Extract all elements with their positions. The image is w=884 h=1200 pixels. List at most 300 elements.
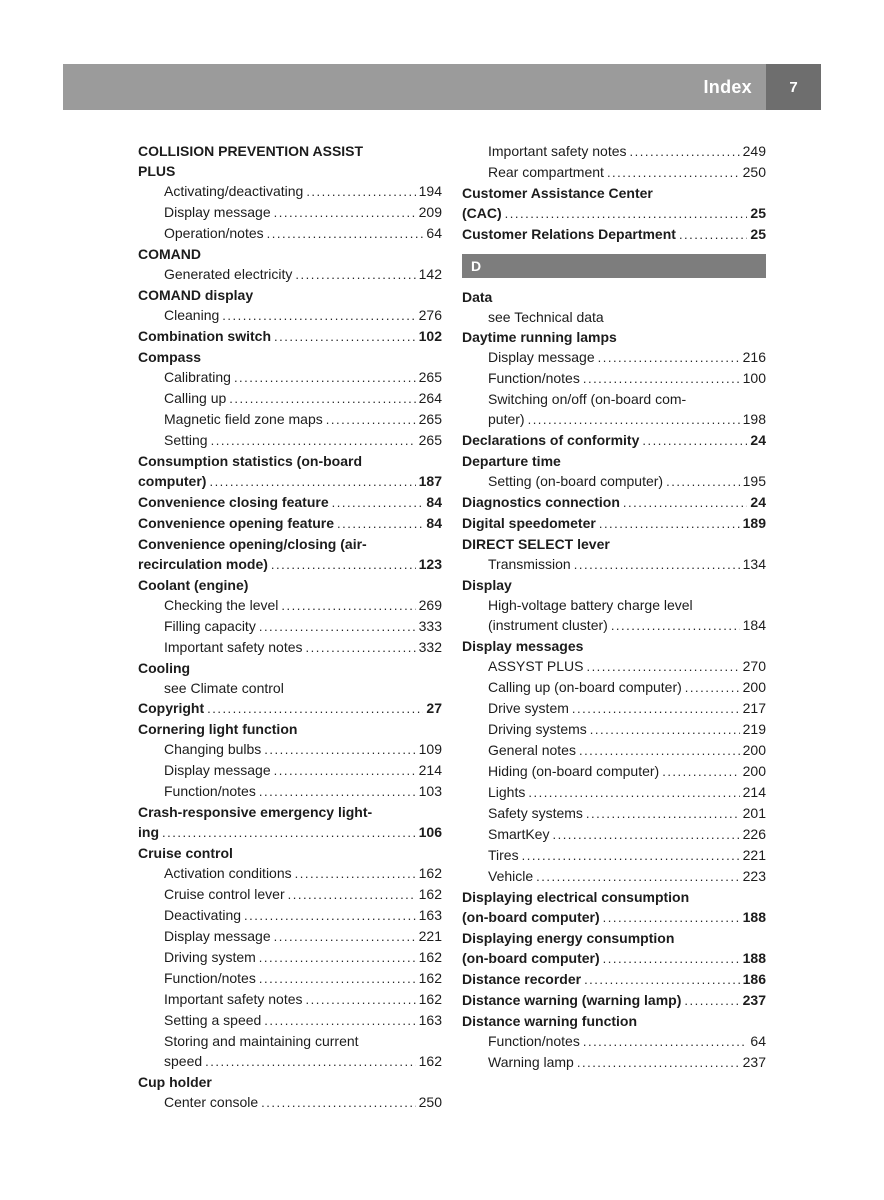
entry-label: COMAND display [138, 287, 254, 303]
index-entry [462, 307, 766, 327]
entry-page-number: 333 [418, 618, 442, 634]
entry-page-number: 198 [742, 411, 766, 427]
dot-leader [685, 677, 740, 698]
entry-label: puter) [488, 411, 525, 427]
entry-page-number: 264 [418, 390, 442, 406]
index-heading [138, 822, 442, 843]
dot-leader [679, 224, 747, 245]
entry-page-number: 332 [418, 639, 442, 655]
entry-page-number: 194 [418, 183, 442, 199]
dot-leader [274, 326, 416, 347]
dot-leader [642, 430, 747, 451]
entry-label: Center console [164, 1094, 259, 1110]
index-entry [138, 637, 442, 658]
entry-label: Cleaning [164, 307, 220, 323]
index-entry [462, 698, 766, 719]
index-entry [462, 368, 766, 389]
index-entry [462, 389, 766, 409]
index-entry [138, 926, 442, 947]
entry-page-number: 162 [418, 1053, 442, 1069]
entry-page-number: 24 [750, 432, 766, 448]
index-entry [462, 347, 766, 368]
dot-leader [332, 492, 424, 513]
index-heading [138, 719, 442, 739]
dot-leader [586, 803, 740, 824]
entry-label: Transmission [488, 556, 571, 572]
page-number: 7 [789, 78, 798, 96]
dot-leader [572, 698, 740, 719]
entry-label: COLLISION PREVENTION ASSIST [138, 143, 364, 159]
entry-label: Vehicle [488, 868, 534, 884]
entry-label: Tires [488, 847, 519, 863]
entry-label: Compass [138, 349, 202, 365]
dot-leader [281, 595, 415, 616]
index-entry [138, 739, 442, 760]
entry-label: Function/notes [488, 370, 580, 386]
entry-label: Calling up [164, 390, 227, 406]
index-entry [462, 677, 766, 698]
index-content [138, 141, 766, 1113]
index-heading [462, 948, 766, 969]
dot-leader [261, 1092, 415, 1113]
entry-label: see Climate control [164, 680, 284, 696]
entry-page-number: 200 [742, 679, 766, 695]
entry-page-number: 214 [418, 762, 442, 778]
dot-leader [306, 637, 416, 658]
entry-label: Generated electricity [164, 266, 293, 282]
entry-page-number: 109 [418, 741, 442, 757]
entry-page-number: 186 [742, 971, 766, 987]
index-heading [138, 802, 442, 822]
index-heading [138, 575, 442, 595]
entry-label: General notes [488, 742, 576, 758]
dot-leader [603, 907, 740, 928]
dot-leader [288, 884, 416, 905]
index-entry [462, 615, 766, 636]
entry-label: Changing bulbs [164, 741, 262, 757]
entry-page-number: 163 [418, 1012, 442, 1028]
index-heading [462, 969, 766, 990]
entry-page-number: 162 [418, 991, 442, 1007]
entry-label: ing [138, 824, 159, 840]
dot-leader [666, 471, 740, 492]
header-band [63, 64, 766, 110]
index-heading [138, 285, 442, 305]
index-entry [138, 264, 442, 285]
index-heading [138, 513, 442, 534]
dot-leader [586, 656, 739, 677]
entry-label: Crash-responsive emergency light- [138, 804, 373, 820]
entry-label: Displaying electrical consumption [462, 889, 690, 905]
entry-label: COMAND [138, 246, 201, 262]
index-entry [462, 656, 766, 677]
index-entry [462, 554, 766, 575]
index-entry [462, 719, 766, 740]
entry-label: Customer Relations Department [462, 226, 676, 242]
entry-label: see Technical data [488, 309, 604, 325]
entry-label: Distance warning (warning lamp) [462, 992, 682, 1008]
index-heading [138, 843, 442, 863]
index-heading [462, 203, 766, 224]
dot-leader [295, 264, 415, 285]
entry-page-number: 102 [418, 328, 442, 344]
index-entry [462, 761, 766, 782]
index-heading [462, 513, 766, 534]
index-entry [138, 202, 442, 223]
entry-page-number: 162 [418, 865, 442, 881]
entry-page-number: 216 [742, 349, 766, 365]
entry-page-number: 265 [418, 411, 442, 427]
dot-leader [630, 141, 740, 162]
index-column-right [462, 141, 766, 1113]
entry-page-number: 100 [742, 370, 766, 386]
index-entry [138, 863, 442, 884]
entry-page-number: 221 [418, 928, 442, 944]
entry-label: Setting a speed [164, 1012, 262, 1028]
dot-leader [267, 223, 424, 244]
dot-leader [222, 305, 415, 326]
index-entry [462, 471, 766, 492]
index-entry [138, 989, 442, 1010]
dot-leader [234, 367, 416, 388]
entry-page-number: 106 [418, 824, 442, 840]
index-entry [462, 782, 766, 803]
dot-leader [505, 203, 748, 224]
entry-label: Cruise control [138, 845, 233, 861]
index-heading [462, 451, 766, 471]
entry-label: DIRECT SELECT lever [462, 536, 610, 552]
dot-leader [259, 968, 416, 989]
index-heading [462, 907, 766, 928]
page-number-box [766, 64, 821, 110]
dot-leader [229, 388, 415, 409]
entry-label: Operation/notes [164, 225, 264, 241]
entry-page-number: 103 [418, 783, 442, 799]
entry-label: Departure time [462, 453, 561, 469]
entry-label: Calibrating [164, 369, 231, 385]
entry-label: Checking the level [164, 597, 279, 613]
index-entry [138, 760, 442, 781]
entry-page-number: 223 [742, 868, 766, 884]
entry-label: recirculation mode) [138, 556, 268, 572]
entry-label: (on-board computer) [462, 909, 600, 925]
entry-page-number: 219 [742, 721, 766, 737]
entry-label: Activation conditions [164, 865, 292, 881]
index-heading [138, 141, 442, 161]
entry-page-number: 27 [426, 700, 442, 716]
entry-page-number: 249 [742, 143, 766, 159]
index-heading [138, 1072, 442, 1092]
entry-label: Important safety notes [164, 991, 303, 1007]
index-heading [138, 658, 442, 678]
entry-page-number: 200 [742, 763, 766, 779]
index-entry [138, 1031, 442, 1051]
entry-page-number: 270 [742, 658, 766, 674]
entry-page-number: 221 [742, 847, 766, 863]
entry-label: Lights [488, 784, 526, 800]
dot-leader [306, 181, 415, 202]
entry-page-number: 250 [742, 164, 766, 180]
index-heading [462, 887, 766, 907]
entry-label: Digital speedometer [462, 515, 596, 531]
index-entry [462, 803, 766, 824]
entry-label: Filling capacity [164, 618, 256, 634]
index-entry [138, 1010, 442, 1031]
index-heading [138, 698, 442, 719]
index-entry [462, 409, 766, 430]
dot-leader [306, 989, 416, 1010]
index-entry [138, 947, 442, 968]
entry-page-number: 217 [742, 700, 766, 716]
entry-label: Calling up (on-board computer) [488, 679, 682, 695]
dot-leader [528, 782, 739, 803]
entry-label: Function/notes [164, 970, 256, 986]
entry-label: Hiding (on-board computer) [488, 763, 660, 779]
entry-page-number: 265 [418, 369, 442, 385]
entry-page-number: 265 [418, 432, 442, 448]
entry-label: Convenience opening feature [138, 515, 335, 531]
index-entry [138, 388, 442, 409]
dot-leader [623, 492, 748, 513]
index-entry [138, 305, 442, 326]
entry-label: Convenience opening/closing (air- [138, 536, 367, 552]
index-entry [462, 824, 766, 845]
index-heading [138, 451, 442, 471]
entry-label: Consumption statistics (on-board [138, 453, 362, 469]
dot-leader [337, 513, 423, 534]
entry-label: Safety systems [488, 805, 583, 821]
entry-label: Driving system [164, 949, 256, 965]
page-header [63, 64, 821, 110]
entry-label: Driving systems [488, 721, 587, 737]
entry-label: Activating/deactivating [164, 183, 304, 199]
index-heading [462, 183, 766, 203]
entry-label: Magnetic field zone maps [164, 411, 323, 427]
dot-leader [579, 740, 740, 761]
index-heading [462, 928, 766, 948]
index-heading [462, 287, 766, 307]
entry-page-number: 142 [418, 266, 442, 282]
entry-label: Important safety notes [488, 143, 627, 159]
dot-leader [274, 926, 416, 947]
entry-label: Deactivating [164, 907, 242, 923]
entry-page-number: 188 [742, 909, 766, 925]
entry-label: Setting (on-board computer) [488, 473, 664, 489]
entry-page-number: 189 [742, 515, 766, 531]
index-entry [138, 181, 442, 202]
dot-leader [209, 471, 415, 492]
entry-label: Rear compartment [488, 164, 604, 180]
entry-page-number: 276 [418, 307, 442, 323]
entry-label: Display message [164, 928, 271, 944]
entry-page-number: 250 [418, 1094, 442, 1110]
dot-leader [274, 760, 416, 781]
index-heading [462, 990, 766, 1011]
entry-label: Cooling [138, 660, 191, 676]
index-heading [138, 471, 442, 492]
index-entry [138, 409, 442, 430]
dot-leader [264, 1010, 415, 1031]
entry-page-number: 162 [418, 886, 442, 902]
entry-label: Display [462, 577, 512, 593]
index-heading [462, 430, 766, 451]
entry-page-number: 237 [742, 1054, 766, 1070]
entry-label: Function/notes [488, 1033, 580, 1049]
dot-leader [584, 969, 740, 990]
section-letter-bar: D [462, 254, 766, 278]
entry-page-number: 200 [742, 742, 766, 758]
index-entry [138, 884, 442, 905]
entry-page-number: 162 [418, 949, 442, 965]
entry-label: speed [164, 1053, 203, 1069]
entry-page-number: 214 [742, 784, 766, 800]
index-heading [138, 244, 442, 264]
entry-label: (instrument cluster) [488, 617, 608, 633]
entry-label: Customer Assistance Center [462, 185, 653, 201]
entry-label: Function/notes [164, 783, 256, 799]
index-entry [462, 845, 766, 866]
index-entry [138, 968, 442, 989]
entry-page-number: 188 [742, 950, 766, 966]
entry-page-number: 269 [418, 597, 442, 613]
entry-label: (on-board computer) [462, 950, 600, 966]
dot-leader [207, 698, 423, 719]
index-heading [462, 575, 766, 595]
entry-page-number: 134 [742, 556, 766, 572]
entry-label: Daytime running lamps [462, 329, 617, 345]
entry-page-number: 64 [750, 1033, 766, 1049]
entry-page-number: 84 [426, 494, 442, 510]
entry-page-number: 226 [742, 826, 766, 842]
entry-label: Diagnostics connection [462, 494, 620, 510]
entry-page-number: 25 [750, 226, 766, 242]
entry-label: Drive system [488, 700, 569, 716]
dot-leader [162, 822, 416, 843]
page-title: Index [703, 76, 752, 97]
entry-label: Setting [164, 432, 208, 448]
dot-leader [295, 863, 416, 884]
entry-label: Declarations of conformity [462, 432, 640, 448]
index-entry [138, 223, 442, 244]
entry-label: PLUS [138, 163, 176, 179]
index-entry [462, 1031, 766, 1052]
index-heading [462, 492, 766, 513]
entry-label: Warning lamp [488, 1054, 574, 1070]
index-entry [138, 1051, 442, 1072]
entry-label: Cruise control lever [164, 886, 285, 902]
entry-page-number: 64 [426, 225, 442, 241]
entry-page-number: 25 [750, 205, 766, 221]
entry-page-number: 123 [418, 556, 442, 572]
entry-page-number: 187 [418, 473, 442, 489]
dot-leader [205, 1051, 415, 1072]
index-heading [462, 1011, 766, 1031]
entry-label: Cornering light function [138, 721, 298, 737]
dot-leader [574, 554, 740, 575]
dot-leader [577, 1052, 740, 1073]
dot-leader [326, 409, 416, 430]
entry-page-number: 195 [742, 473, 766, 489]
entry-page-number: 184 [742, 617, 766, 633]
index-heading [462, 534, 766, 554]
index-entry [138, 430, 442, 451]
entry-label: Display message [488, 349, 595, 365]
dot-leader [598, 347, 740, 368]
entry-label: Display message [164, 762, 271, 778]
entry-label: Cup holder [138, 1074, 212, 1090]
entry-page-number: 163 [418, 907, 442, 923]
index-heading [462, 327, 766, 347]
entry-label: Distance recorder [462, 971, 582, 987]
entry-label: (CAC) [462, 205, 502, 221]
index-entry [138, 595, 442, 616]
entry-label: computer) [138, 473, 207, 489]
entry-label: Storing and maintaining current [164, 1033, 359, 1049]
index-entry [462, 595, 766, 615]
entry-page-number: 24 [750, 494, 766, 510]
entry-page-number: 162 [418, 970, 442, 986]
index-entry [462, 162, 766, 183]
dot-leader [607, 162, 740, 183]
dot-leader [684, 990, 739, 1011]
entry-label: Copyright [138, 700, 205, 716]
index-entry [138, 905, 442, 926]
index-heading [138, 347, 442, 367]
index-heading [462, 224, 766, 245]
dot-leader [662, 761, 739, 782]
index-entry [462, 141, 766, 162]
index-entry [138, 678, 442, 698]
index-entry [462, 866, 766, 887]
dot-leader [264, 739, 415, 760]
index-entry [462, 740, 766, 761]
dot-leader [259, 947, 416, 968]
entry-page-number: 209 [418, 204, 442, 220]
entry-label: SmartKey [488, 826, 550, 842]
entry-page-number: 84 [426, 515, 442, 531]
index-entry [138, 1092, 442, 1113]
index-heading [138, 161, 442, 181]
entry-page-number: 201 [742, 805, 766, 821]
dot-leader [259, 616, 416, 637]
dot-leader [583, 1031, 748, 1052]
index-column-left [138, 141, 442, 1113]
index-entry [138, 781, 442, 802]
index-heading [138, 326, 442, 347]
dot-leader [583, 368, 740, 389]
index-heading [138, 534, 442, 554]
entry-label: Combination switch [138, 328, 271, 344]
entry-page-number: 237 [742, 992, 766, 1008]
dot-leader [244, 905, 416, 926]
dot-leader [274, 202, 416, 223]
dot-leader [522, 845, 740, 866]
dot-leader [528, 409, 740, 430]
entry-label: Display message [164, 204, 271, 220]
index-entry [462, 1052, 766, 1073]
entry-label: Display messages [462, 638, 584, 654]
dot-leader [211, 430, 416, 451]
dot-leader [611, 615, 740, 636]
entry-label: Switching on/off (on-board com- [488, 391, 687, 407]
dot-leader [259, 781, 416, 802]
entry-label: ASSYST PLUS [488, 658, 584, 674]
entry-label: Coolant (engine) [138, 577, 249, 593]
index-heading [138, 492, 442, 513]
index-heading [462, 636, 766, 656]
index-entry [138, 616, 442, 637]
index-heading [138, 554, 442, 575]
